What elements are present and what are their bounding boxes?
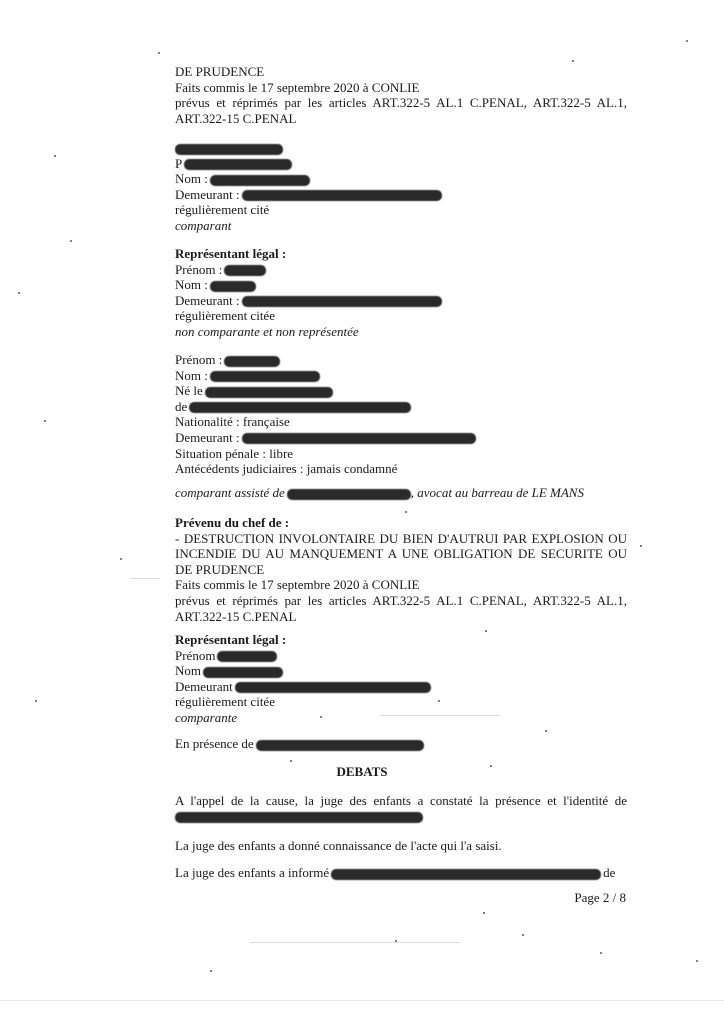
redaction	[210, 281, 256, 292]
header-line-2: Faits commis le 17 septembre 2020 à CONLIE	[175, 79, 420, 95]
debats-block	[175, 793, 627, 823]
rep1-status: comparant	[175, 217, 232, 233]
rep2-nom-label: Nom :	[175, 277, 208, 293]
scan-speck	[600, 952, 602, 954]
scan-smudge	[380, 715, 500, 716]
charges-title: Prévenu du chef de :	[175, 515, 290, 530]
charge-line-3: DE PRUDENCE	[175, 561, 265, 577]
rep3-prenom-label: Prénom	[175, 647, 216, 663]
def-prenom-label: Prénom :	[175, 352, 223, 367]
redaction	[331, 869, 601, 880]
def-ne-label: Né le	[175, 383, 203, 399]
rep3-cite: régulièrement citée	[175, 694, 275, 710]
scan-speck	[572, 60, 574, 62]
counsel-post: , avocat au barreau de LE MANS	[410, 485, 584, 500]
rep2-cite: régulièrement citée	[175, 308, 275, 324]
charge-line-5: prévus et réprimés par les articles ART.322-5 AL.1 C.PENAL, ART.322-5 AL.1,	[175, 592, 627, 608]
scan-speck	[696, 960, 698, 962]
redaction	[224, 265, 266, 276]
page-number: Page 2 / 8	[574, 890, 626, 905]
def-de-label: de	[175, 398, 188, 414]
scan-speck	[438, 700, 440, 702]
redaction	[224, 356, 280, 367]
rep2-dem-label: Demeurant :	[175, 292, 240, 308]
scan-speck	[290, 760, 292, 762]
redaction	[256, 740, 424, 751]
def-nom-label: Nom :	[175, 367, 208, 383]
scan-speck	[640, 545, 642, 547]
counsel-pre: comparant assisté de	[175, 485, 285, 500]
redaction	[210, 175, 310, 186]
redaction	[217, 651, 277, 662]
charge-line-1: - DESTRUCTION INVOLONTAIRE DU BIEN D'AUTRUI PAR EXPLOSION OU	[175, 530, 627, 546]
debats-p1: A l'appel de la cause, la juge des enfants a constaté la présence et l'identité de	[175, 793, 627, 808]
charge-line-4: Faits commis le 17 septembre 2020 à CONLIE	[175, 577, 420, 593]
redaction	[175, 144, 283, 155]
scan-speck	[210, 970, 212, 972]
defendant-identity	[175, 352, 627, 477]
presence-label: En présence de	[175, 736, 254, 751]
scan-speck	[158, 52, 160, 54]
debats-p3-block	[175, 865, 627, 881]
rep3-nom-label: Nom	[175, 663, 201, 679]
redaction	[235, 682, 431, 693]
scan-speck	[545, 730, 547, 732]
rep2-prenom-label: Prénom :	[175, 261, 223, 277]
scan-speck	[686, 40, 688, 42]
rep3-dem-label: Demeurant	[175, 678, 233, 694]
charge-line-6: ART.322-15 C.PENAL	[175, 608, 297, 624]
header-block	[175, 64, 627, 126]
header-line-1: DE PRUDENCE	[175, 64, 265, 79]
header-line-4: ART.322-15 C.PENAL	[175, 110, 297, 126]
scan-speck	[18, 292, 20, 294]
debats-p3-post: de	[603, 865, 616, 880]
scan-speck	[35, 700, 37, 702]
presence-block	[175, 736, 627, 752]
redaction	[203, 667, 283, 678]
scan-speck	[320, 716, 322, 718]
legal-rep-1: P Nom : Demeurant : régulièrement cité comparant	[175, 140, 627, 234]
legal-rep-3	[175, 632, 627, 726]
rep1-dem-label: Demeurant :	[175, 186, 240, 202]
legal-rep-2	[175, 246, 627, 340]
scan-speck	[120, 558, 122, 560]
scan-speck	[44, 420, 46, 422]
defendant-counsel	[175, 485, 627, 501]
scan-edge	[0, 1000, 724, 1001]
redaction	[242, 190, 442, 201]
scan-smudge	[130, 578, 160, 579]
redaction	[205, 387, 333, 398]
rep3-status: comparante	[175, 709, 238, 725]
redaction	[242, 433, 476, 444]
def-antecedents: Antécédents judiciaires : jamais condamné	[175, 461, 398, 477]
rep2-title: Représentant légal :	[175, 246, 287, 261]
charge-line-2: INCENDIE DU AU MANQUEMENT A UNE OBLIGATION DE SECURITE OU	[175, 546, 627, 562]
scan-speck	[522, 934, 524, 936]
def-nationality: Nationalité : française	[175, 414, 290, 430]
scan-speck	[483, 912, 485, 914]
rep3-title: Représentant légal :	[175, 632, 287, 647]
scan-speck	[70, 240, 72, 242]
debats-p2-block	[175, 838, 627, 854]
redaction	[184, 159, 292, 170]
header-line-3: prévus et réprimés par les articles ART.322-5 AL.1 C.PENAL, ART.322-5 AL.1,	[175, 95, 627, 111]
scan-speck	[485, 630, 487, 632]
redaction	[210, 371, 320, 382]
rep1-cite: régulièrement cité	[175, 202, 270, 218]
redaction	[242, 296, 442, 307]
scan-speck	[490, 765, 492, 767]
redaction	[189, 402, 411, 413]
def-situation: Situation pénale : libre	[175, 445, 294, 461]
redaction	[175, 812, 423, 823]
debats-p2: La juge des enfants a donné connaissance de l'acte qui l'a saisi.	[175, 838, 502, 853]
redaction	[287, 489, 411, 500]
rep2-status: non comparante et non représentée	[175, 323, 359, 339]
debats-title: DEBATS	[336, 764, 388, 779]
scan-speck	[405, 511, 407, 513]
rep1-nom-label: Nom :	[175, 171, 208, 187]
charges-block	[175, 515, 627, 624]
scan-smudge	[250, 942, 460, 943]
def-dem-label: Demeurant :	[175, 429, 240, 445]
scan-speck	[54, 155, 56, 157]
debats-p3-pre: La juge des enfants a informé	[175, 865, 330, 880]
